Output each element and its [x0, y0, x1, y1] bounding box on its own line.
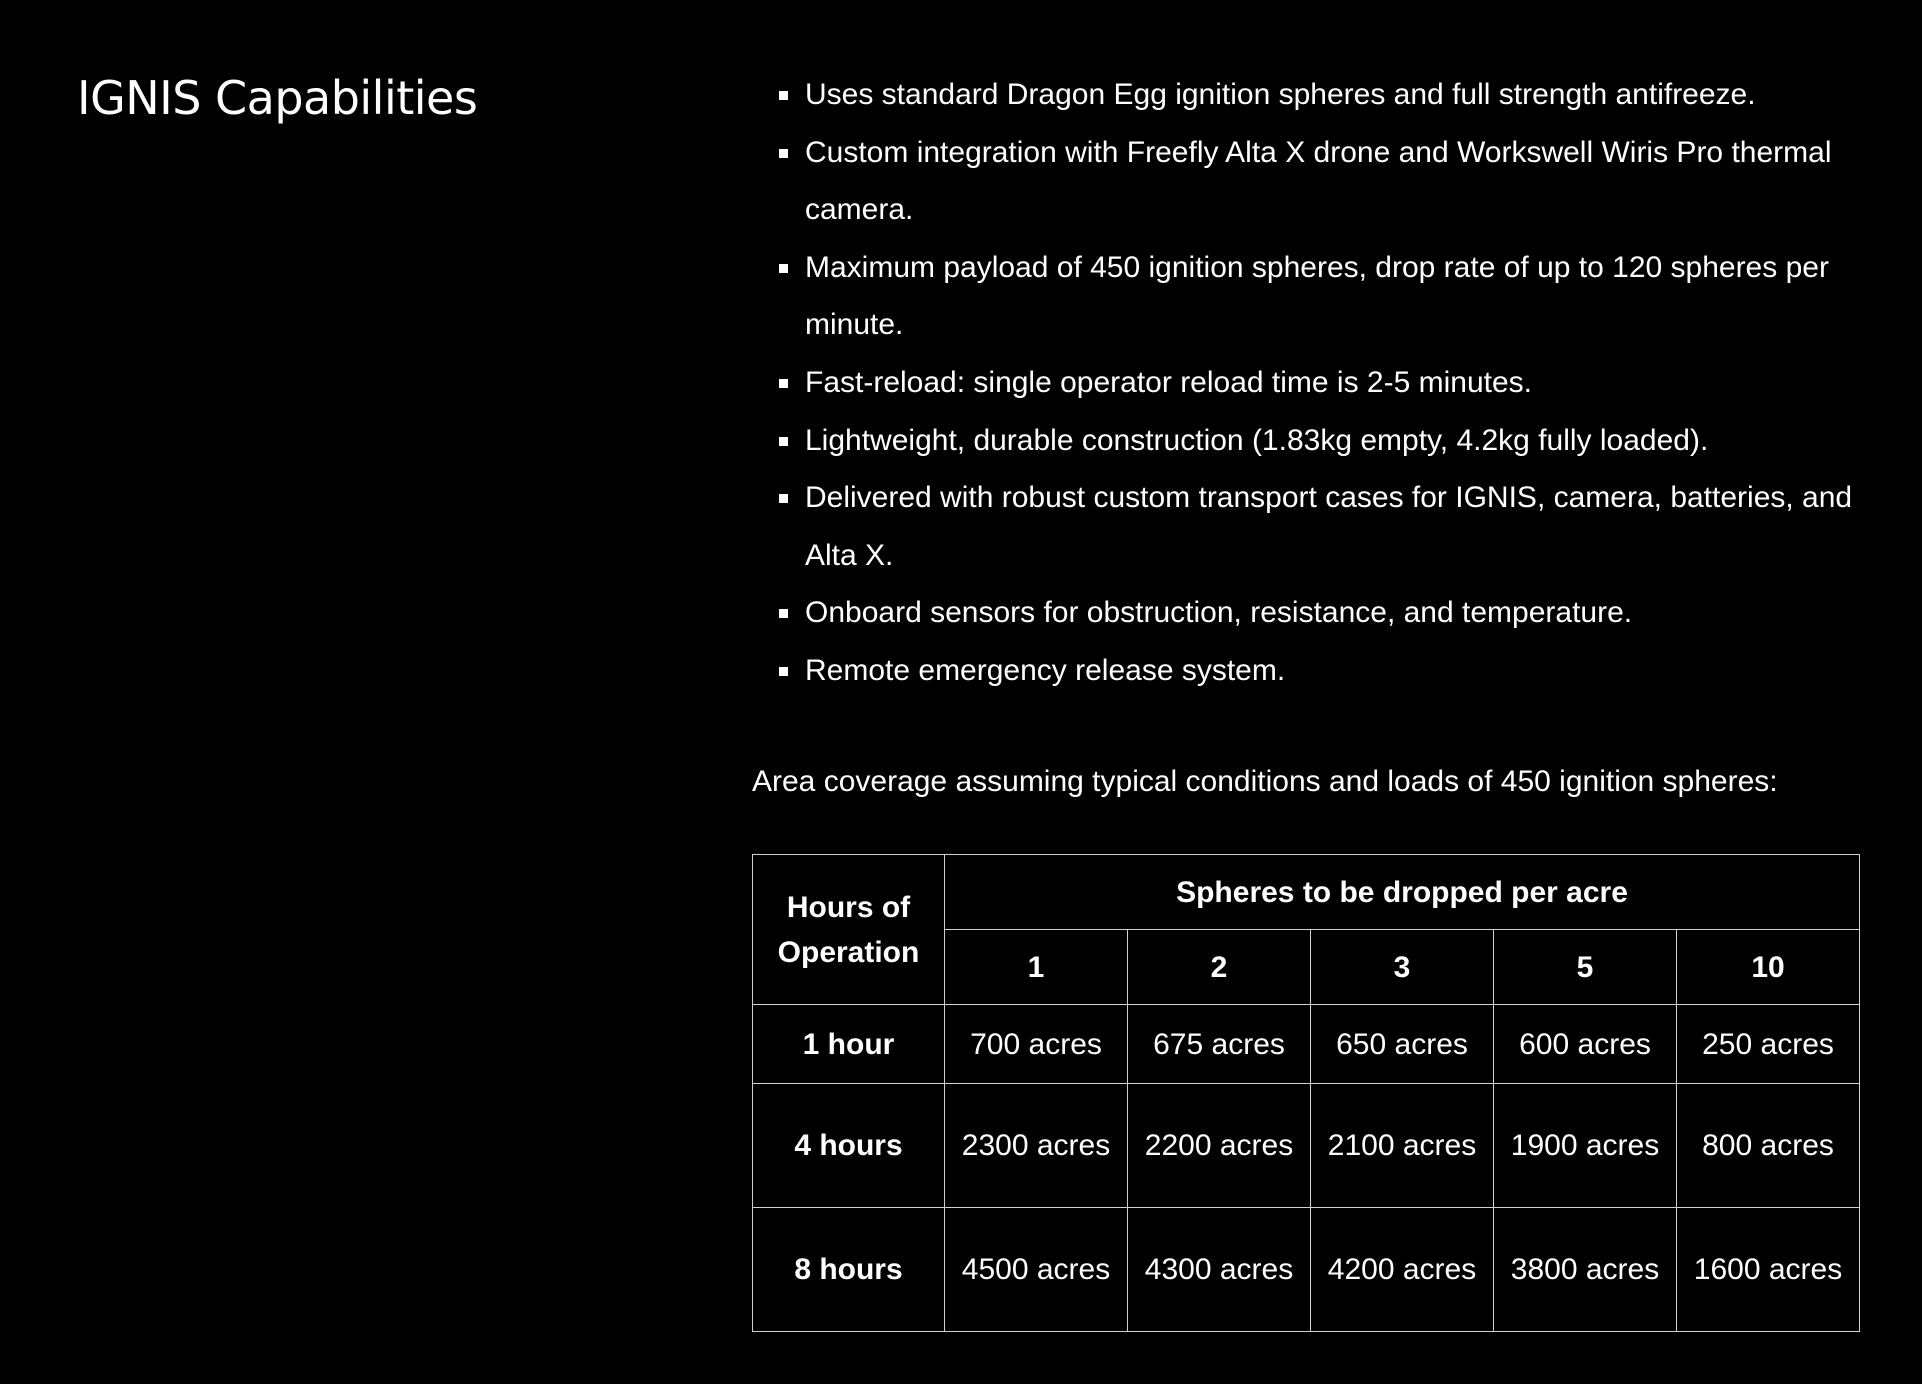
feature-text: Custom integration with Freefly Alta X drone and Workswell Wiris Pro thermal camera. [805, 135, 1832, 227]
table-cell: 4200 acres [1311, 1208, 1494, 1332]
page-title: IGNIS Capabilities [77, 71, 478, 125]
list-item [752, 412, 1862, 470]
table-cell: 2300 acres [945, 1084, 1128, 1208]
table-cell: 4500 acres [945, 1208, 1128, 1332]
table-cell: 600 acres [1494, 1005, 1677, 1084]
table-cell: 650 acres [1311, 1005, 1494, 1084]
column-header: 5 [1494, 930, 1677, 1005]
square-bullet-icon [779, 91, 788, 100]
list-item [752, 642, 1862, 700]
table-cell: 1900 acres [1494, 1084, 1677, 1208]
capabilities-content [752, 66, 1862, 1286]
table-header-row [753, 855, 1860, 930]
table-row [753, 1005, 1860, 1084]
table-row [753, 1084, 1860, 1208]
list-item [752, 66, 1862, 124]
table-cell: 800 acres [1677, 1084, 1860, 1208]
table-cell: 250 acres [1677, 1005, 1860, 1084]
square-bullet-icon [779, 667, 788, 676]
row-label: 4 hours [753, 1084, 945, 1208]
column-header: 1 [945, 930, 1128, 1005]
list-item [752, 354, 1862, 412]
square-bullet-icon [779, 437, 788, 446]
feature-text: Remote emergency release system. [805, 653, 1286, 687]
list-item [752, 124, 1862, 239]
row-label: 8 hours [753, 1208, 945, 1332]
table-cell: 2100 acres [1311, 1084, 1494, 1208]
column-header: 2 [1128, 930, 1311, 1005]
coverage-table [752, 854, 1860, 1332]
table-cell: 675 acres [1128, 1005, 1311, 1084]
square-bullet-icon [779, 264, 788, 273]
column-header: 10 [1677, 930, 1860, 1005]
table-cell: 2200 acres [1128, 1084, 1311, 1208]
square-bullet-icon [779, 379, 788, 388]
square-bullet-icon [779, 149, 788, 158]
table-cell: 700 acres [945, 1005, 1128, 1084]
spheres-per-acre-header: Spheres to be dropped per acre [945, 855, 1860, 930]
coverage-intro: Area coverage assuming typical conditions and loads of 450 ignition spheres: [752, 765, 1778, 798]
feature-text: Uses standard Dragon Egg ignition spheres and full strength antifreeze. [805, 78, 1756, 111]
square-bullet-icon [779, 609, 788, 618]
list-item [752, 239, 1862, 354]
feature-text: Lightweight, durable construction (1.83kg empty, 4.2kg fully loaded). [805, 423, 1709, 457]
column-header: 3 [1311, 930, 1494, 1005]
feature-text: Fast-reload: single operator reload time is 2-5 minutes. [805, 365, 1533, 399]
table-row [753, 1208, 1860, 1332]
feature-text: Maximum payload of 450 ignition spheres, drop rate of up to 120 spheres per minute. [805, 250, 1829, 342]
table-cell: 4300 acres [1128, 1208, 1311, 1332]
features-list [752, 66, 1862, 700]
feature-text: Onboard sensors for obstruction, resistance, and temperature. [805, 596, 1633, 630]
square-bullet-icon [779, 494, 788, 503]
table-cell: 1600 acres [1677, 1208, 1860, 1332]
hours-header: Hours of Operation [753, 855, 945, 1005]
table-cell: 3800 acres [1494, 1208, 1677, 1332]
list-item [752, 469, 1862, 584]
row-label: 1 hour [753, 1005, 945, 1084]
feature-text: Delivered with robust custom transport cases for IGNIS, camera, batteries, and Alta X. [805, 481, 1853, 572]
list-item [752, 584, 1862, 642]
